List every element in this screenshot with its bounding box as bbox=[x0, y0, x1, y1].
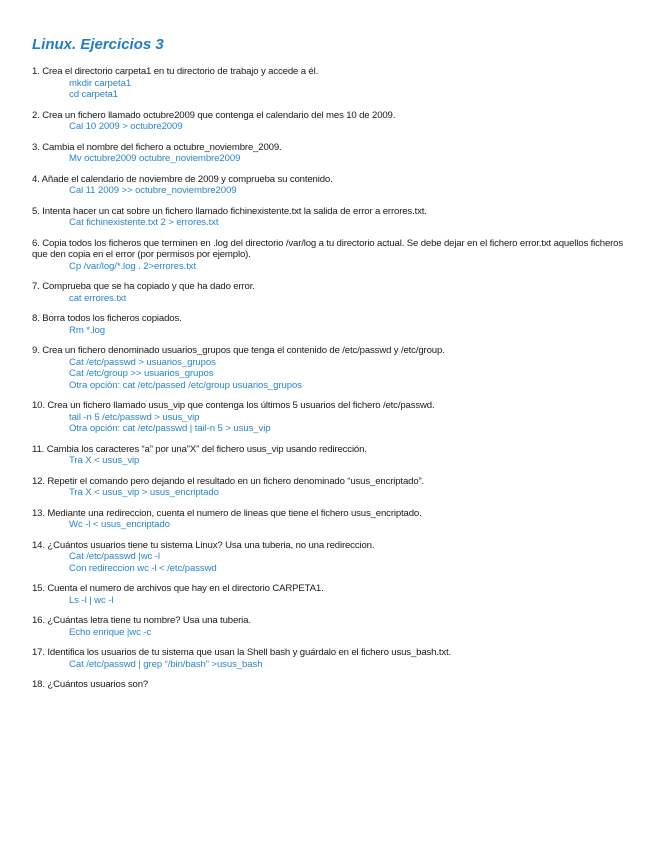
exercise-question: 4. Añade el calendario de noviembre de 2009 y comprueba su contenido. bbox=[32, 173, 333, 185]
exercise-question: 13. Mediante una redireccion, cuenta el numero de lineas que tiene el fichero usus_encriptado. bbox=[32, 507, 422, 519]
exercise-answer: tail -n 5 /etc/passwd > usus_vip bbox=[69, 411, 200, 423]
exercise-item bbox=[32, 615, 632, 638]
exercise-answer: Cp /var/log/*.log . 2>errores.txt bbox=[69, 260, 197, 272]
exercise-answer: Cal 10 2009 > octubre2009 bbox=[69, 121, 183, 132]
exercise-item bbox=[32, 238, 632, 273]
exercise-item bbox=[32, 400, 632, 435]
exercise-item bbox=[32, 647, 632, 670]
exercise-answer: Mv octubre2009 octubre_noviembre2009 bbox=[69, 153, 241, 164]
exercise-item bbox=[32, 508, 632, 531]
exercise-question: 17. Identifica los usuarios de tu sistema que usan la Shell bash y guárdalo en el fichero usus_bash.txt. bbox=[32, 647, 452, 658]
exercise-list bbox=[32, 66, 632, 691]
exercise-answer: Cat /etc/passwd |wc -l bbox=[69, 551, 160, 562]
exercise-answer: Ls -l | wc -l bbox=[69, 594, 114, 606]
document-title: Linux. Ejercicios 3 bbox=[32, 36, 164, 53]
exercise-answer: Echo enrique |wc -c bbox=[69, 626, 152, 638]
exercise-question: 15. Cuenta el numero de archivos que hay en el directorio CARPETA1. bbox=[32, 583, 324, 594]
exercise-answer: Cat fichinexistente.txt 2 > errores.txt bbox=[69, 217, 219, 228]
exercise-question: 8. Borra todos los ficheros copiados. bbox=[32, 313, 182, 324]
exercise-answer: Cat /etc/passwd | grep “/bin/bash” >usus_bash bbox=[69, 658, 263, 670]
exercise-question: 1. Crea el directorio carpeta1 en tu directorio de trabajo y accede a él. bbox=[32, 66, 319, 77]
exercise-answer: Rm *.log bbox=[69, 324, 105, 336]
exercise-question: 16. ¿Cuántas letra tiene tu nombre? Usa una tuberia. bbox=[32, 615, 251, 626]
exercise-item bbox=[32, 174, 632, 197]
exercise-answer: Otra opción: cat /etc/passed /etc/group usuarios_grupos bbox=[69, 379, 302, 391]
exercise-question: 5. Intenta hacer un cat sobre un fichero llamado fichinexistente.txt la salida de error a errores.txt. bbox=[32, 205, 427, 217]
exercise-answer: Cat /etc/passwd > usuarios_grupos bbox=[69, 356, 216, 368]
exercise-item bbox=[32, 679, 632, 691]
exercise-question: 6. Copia todos los ficheros que terminen en .log del directorio /var/log a tu directorio actual. Se debe dejar en el fichero error.txt aquellos ficheros que den copia en el error (por permisos por ejemplo). bbox=[32, 237, 624, 260]
exercise-answer: Cat /etc/group >> usuarios_grupos bbox=[69, 368, 214, 379]
exercise-question: 11. Cambia los caracteres “a” por una”X” del fichero usus_vip usando redirección. bbox=[32, 443, 367, 455]
exercise-item bbox=[32, 281, 632, 304]
exercise-answer: Tra X < usus_vip > usus_encriptado bbox=[69, 487, 219, 498]
exercise-answer: cat errores.txt bbox=[69, 292, 127, 304]
exercise-item bbox=[32, 540, 632, 575]
exercise-question: 14. ¿Cuántos usuarios tiene tu sistema Linux? Usa una tuberia, no una redireccion. bbox=[32, 539, 375, 551]
exercise-question: 9. Crea un fichero denominado usuarios_grupos que tenga el contenido de /etc/passwd y /etc/group. bbox=[32, 345, 445, 356]
exercise-answer: Tra X < usus_vip bbox=[69, 455, 140, 466]
exercise-item bbox=[32, 142, 632, 165]
exercise-answer: Con redireccion wc -l < /etc/passwd bbox=[69, 562, 217, 574]
exercise-item bbox=[32, 345, 632, 391]
exercise-item bbox=[32, 583, 632, 606]
exercise-answer: Wc -l < usus_encriptado bbox=[69, 519, 170, 530]
exercise-question: 7. Comprueba que se ha copiado y que ha dado error. bbox=[32, 281, 255, 292]
exercise-item bbox=[32, 444, 632, 467]
exercise-item bbox=[32, 66, 632, 101]
exercise-answer: Otra opción: cat /etc/passwd | tail-n 5 > usus_vip bbox=[69, 423, 271, 434]
exercise-question: 10. Crea un fichero llamado usus_vip que contenga los últimos 5 usuarios del fichero /etc/passwd. bbox=[32, 400, 435, 411]
exercise-question: 2. Crea un fichero llamado octubre2009 que contenga el calendario del mes 10 de 2009. bbox=[32, 109, 396, 121]
exercise-question: 3. Cambia el nombre del fichero a octubre_noviembre_2009. bbox=[32, 141, 282, 153]
exercise-item bbox=[32, 110, 632, 133]
exercise-item bbox=[32, 206, 632, 229]
exercise-item bbox=[32, 313, 632, 336]
exercise-question: 18. ¿Cuántos usuarios son? bbox=[32, 679, 149, 690]
exercise-question: 12. Repetir el comando pero dejando el resultado en un fichero denominado “usus_encriptado”. bbox=[32, 475, 425, 487]
exercise-answer: mkdir carpeta1 bbox=[69, 77, 132, 89]
exercise-answer: cd carpeta1 bbox=[69, 89, 119, 100]
exercise-item bbox=[32, 476, 632, 499]
document-page bbox=[32, 36, 632, 700]
exercise-answer: Cal 11 2009 >> octubre_noviembre2009 bbox=[69, 185, 237, 196]
